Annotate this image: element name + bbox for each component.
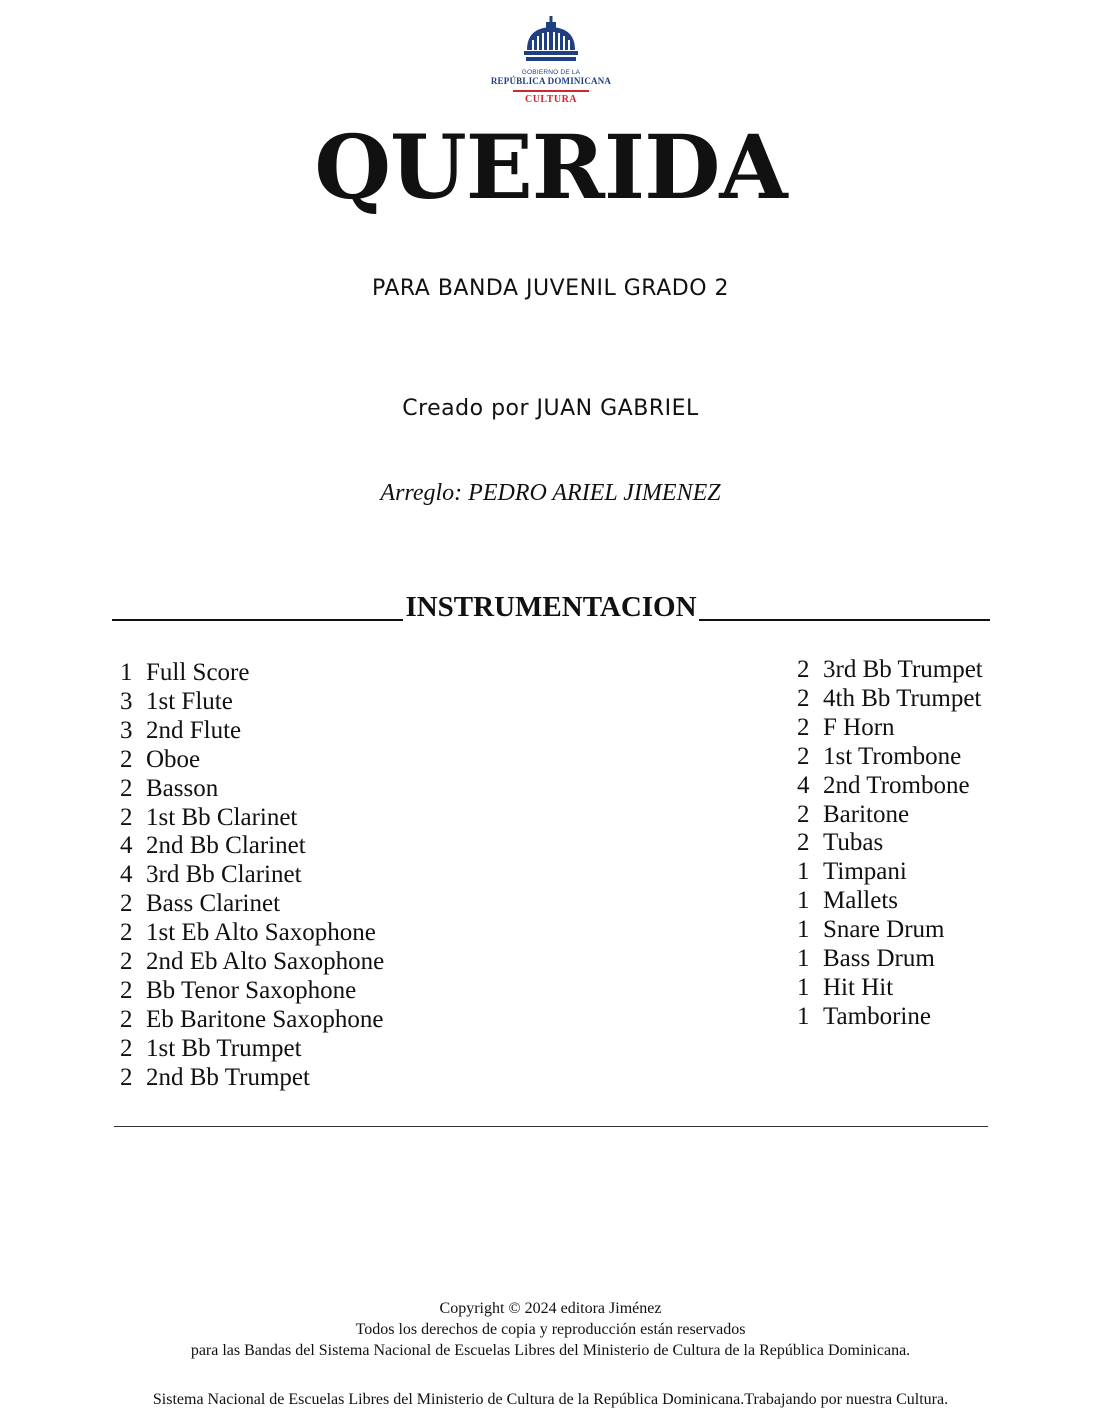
list-item: [120, 688, 384, 717]
instrument-qty: 2: [797, 684, 810, 712]
list-item: [120, 775, 384, 804]
instrument-name: Bass Drum: [823, 945, 935, 973]
page-footer: Sistema Nacional de Escuelas Libres del Ministerio de Cultura de la República Dominicana.Trabajando por nuestra Cultura.: [152, 1391, 949, 1408]
list-item: [797, 1003, 983, 1032]
instrument-name: Mallets: [823, 887, 898, 915]
instrument-qty: 1: [797, 973, 810, 1001]
list-item: [797, 916, 983, 945]
list-item: [120, 919, 384, 948]
instrument-qty: 2: [120, 1063, 133, 1091]
heading-rule-left: [112, 619, 403, 621]
list-item: [120, 861, 384, 890]
list-item: [797, 743, 983, 772]
instrument-name: Timpani: [823, 858, 907, 886]
instrument-qty: 2: [120, 1005, 133, 1033]
list-item: [120, 659, 384, 688]
list-item: [120, 977, 384, 1006]
instrument-name: 2nd Trombone: [823, 771, 970, 799]
instrument-qty: 2: [797, 656, 810, 683]
list-item: [120, 832, 384, 861]
instrument-qty: 3: [120, 687, 133, 715]
instrument-list-left: [120, 659, 384, 1093]
instrument-qty: 2: [120, 803, 133, 831]
instrument-qty: 4: [797, 771, 810, 799]
instrument-qty: 1: [797, 1002, 810, 1030]
logo-government-text: GOBIERNO DE LA: [521, 69, 581, 76]
instrument-qty: 2: [797, 829, 810, 857]
list-item: [120, 948, 384, 977]
instrument-name: 1st Trombone: [823, 742, 962, 770]
instrumentation-heading: [112, 588, 990, 624]
instrument-name: F Horn: [823, 713, 895, 741]
instrument-name: 3rd Bb Clarinet: [146, 861, 302, 889]
list-item: [120, 804, 384, 833]
copyright-line: Copyright © 2024 editora Jiménez: [439, 1300, 662, 1317]
instrument-qty: 1: [797, 945, 810, 973]
list-item: [797, 772, 983, 801]
instrument-name: 1st Bb Trumpet: [146, 1034, 302, 1062]
instrument-name: Oboe: [146, 745, 201, 773]
list-item: [797, 974, 983, 1003]
instrument-name: Basson: [146, 774, 219, 802]
instrument-qty: 2: [120, 1034, 133, 1062]
logo-divider: [513, 90, 589, 92]
list-item: [797, 801, 983, 830]
rights-reserved-line: Todos los derechos de copia y reproducción están reservados: [355, 1321, 746, 1338]
instrument-qty: 1: [797, 916, 810, 944]
capitol-dome-icon: [519, 14, 583, 68]
instrument-qty: 2: [797, 713, 810, 741]
instrument-qty: 4: [120, 861, 133, 889]
instrument-name: 1st Flute: [146, 687, 233, 715]
instrument-qty: 1: [120, 659, 133, 686]
list-item: [120, 717, 384, 746]
instrument-name: 1st Eb Alto Saxophone: [146, 919, 376, 947]
instrument-qty: 2: [120, 919, 133, 947]
list-item: [120, 746, 384, 775]
instrument-name: Bass Clarinet: [146, 890, 281, 918]
list-item: [120, 1064, 384, 1093]
instrument-name: Eb Baritone Saxophone: [146, 1005, 384, 1033]
instrument-qty: 1: [797, 887, 810, 915]
section-divider: [114, 1126, 988, 1127]
instrument-name: Baritone: [823, 800, 910, 828]
list-item: [797, 829, 983, 858]
arranger-credit: Arreglo: PEDRO ARIEL JIMENEZ: [380, 480, 721, 506]
logo-republic-text: REPÚBLICA DOMINICANA: [490, 76, 612, 86]
instrument-list-right: [797, 656, 983, 1032]
list-item: [797, 656, 983, 685]
list-item: [120, 1035, 384, 1064]
instrument-name: 3rd Bb Trumpet: [823, 656, 983, 683]
instrument-qty: 3: [120, 716, 133, 744]
instrument-qty: 2: [797, 742, 810, 770]
heading-rule-right: [699, 619, 990, 621]
ministry-logo: [480, 14, 622, 114]
instrument-name: 2nd Bb Trumpet: [146, 1063, 310, 1091]
composer-credit: Creado por JUAN GABRIEL: [402, 396, 699, 421]
instrument-name: Full Score: [146, 659, 250, 686]
instrument-name: 1st Bb Clarinet: [146, 803, 298, 831]
instrument-qty: 2: [120, 745, 133, 773]
logo-culture-text: CULTURA: [524, 94, 578, 105]
instrument-qty: 2: [797, 800, 810, 828]
instrument-name: 4th Bb Trumpet: [823, 684, 982, 712]
list-item: [797, 887, 983, 916]
list-item: [797, 858, 983, 887]
list-item: [797, 685, 983, 714]
instrument-name: Snare Drum: [823, 916, 945, 944]
subtitle: PARA BANDA JUVENIL GRADO 2: [371, 276, 730, 301]
list-item: [120, 1006, 384, 1035]
instrument-qty: 2: [120, 948, 133, 976]
instrument-name: 2nd Eb Alto Saxophone: [146, 948, 385, 976]
instrument-name: Tamborine: [823, 1002, 931, 1030]
instrument-qty: 1: [797, 858, 810, 886]
instrument-qty: 2: [120, 890, 133, 918]
instrument-name: 2nd Bb Clarinet: [146, 832, 306, 860]
instrument-qty: 2: [120, 976, 133, 1004]
rights-scope-line: para las Bandas del Sistema Nacional de Escuelas Libres del Ministerio de Cultura de la República Dominicana.: [190, 1342, 911, 1359]
page-title: QUERIDA: [314, 115, 787, 219]
instrument-name: Bb Tenor Saxophone: [146, 976, 357, 1004]
list-item: [120, 890, 384, 919]
instrumentation-label: INSTRUMENTACION: [405, 591, 697, 623]
instrument-qty: 2: [120, 774, 133, 802]
list-item: [797, 714, 983, 743]
instrument-qty: 4: [120, 832, 133, 860]
instrument-name: 2nd Flute: [146, 716, 242, 744]
instrument-name: Tubas: [823, 829, 884, 857]
list-item: [797, 945, 983, 974]
instrument-name: Hit Hit: [823, 973, 894, 1001]
